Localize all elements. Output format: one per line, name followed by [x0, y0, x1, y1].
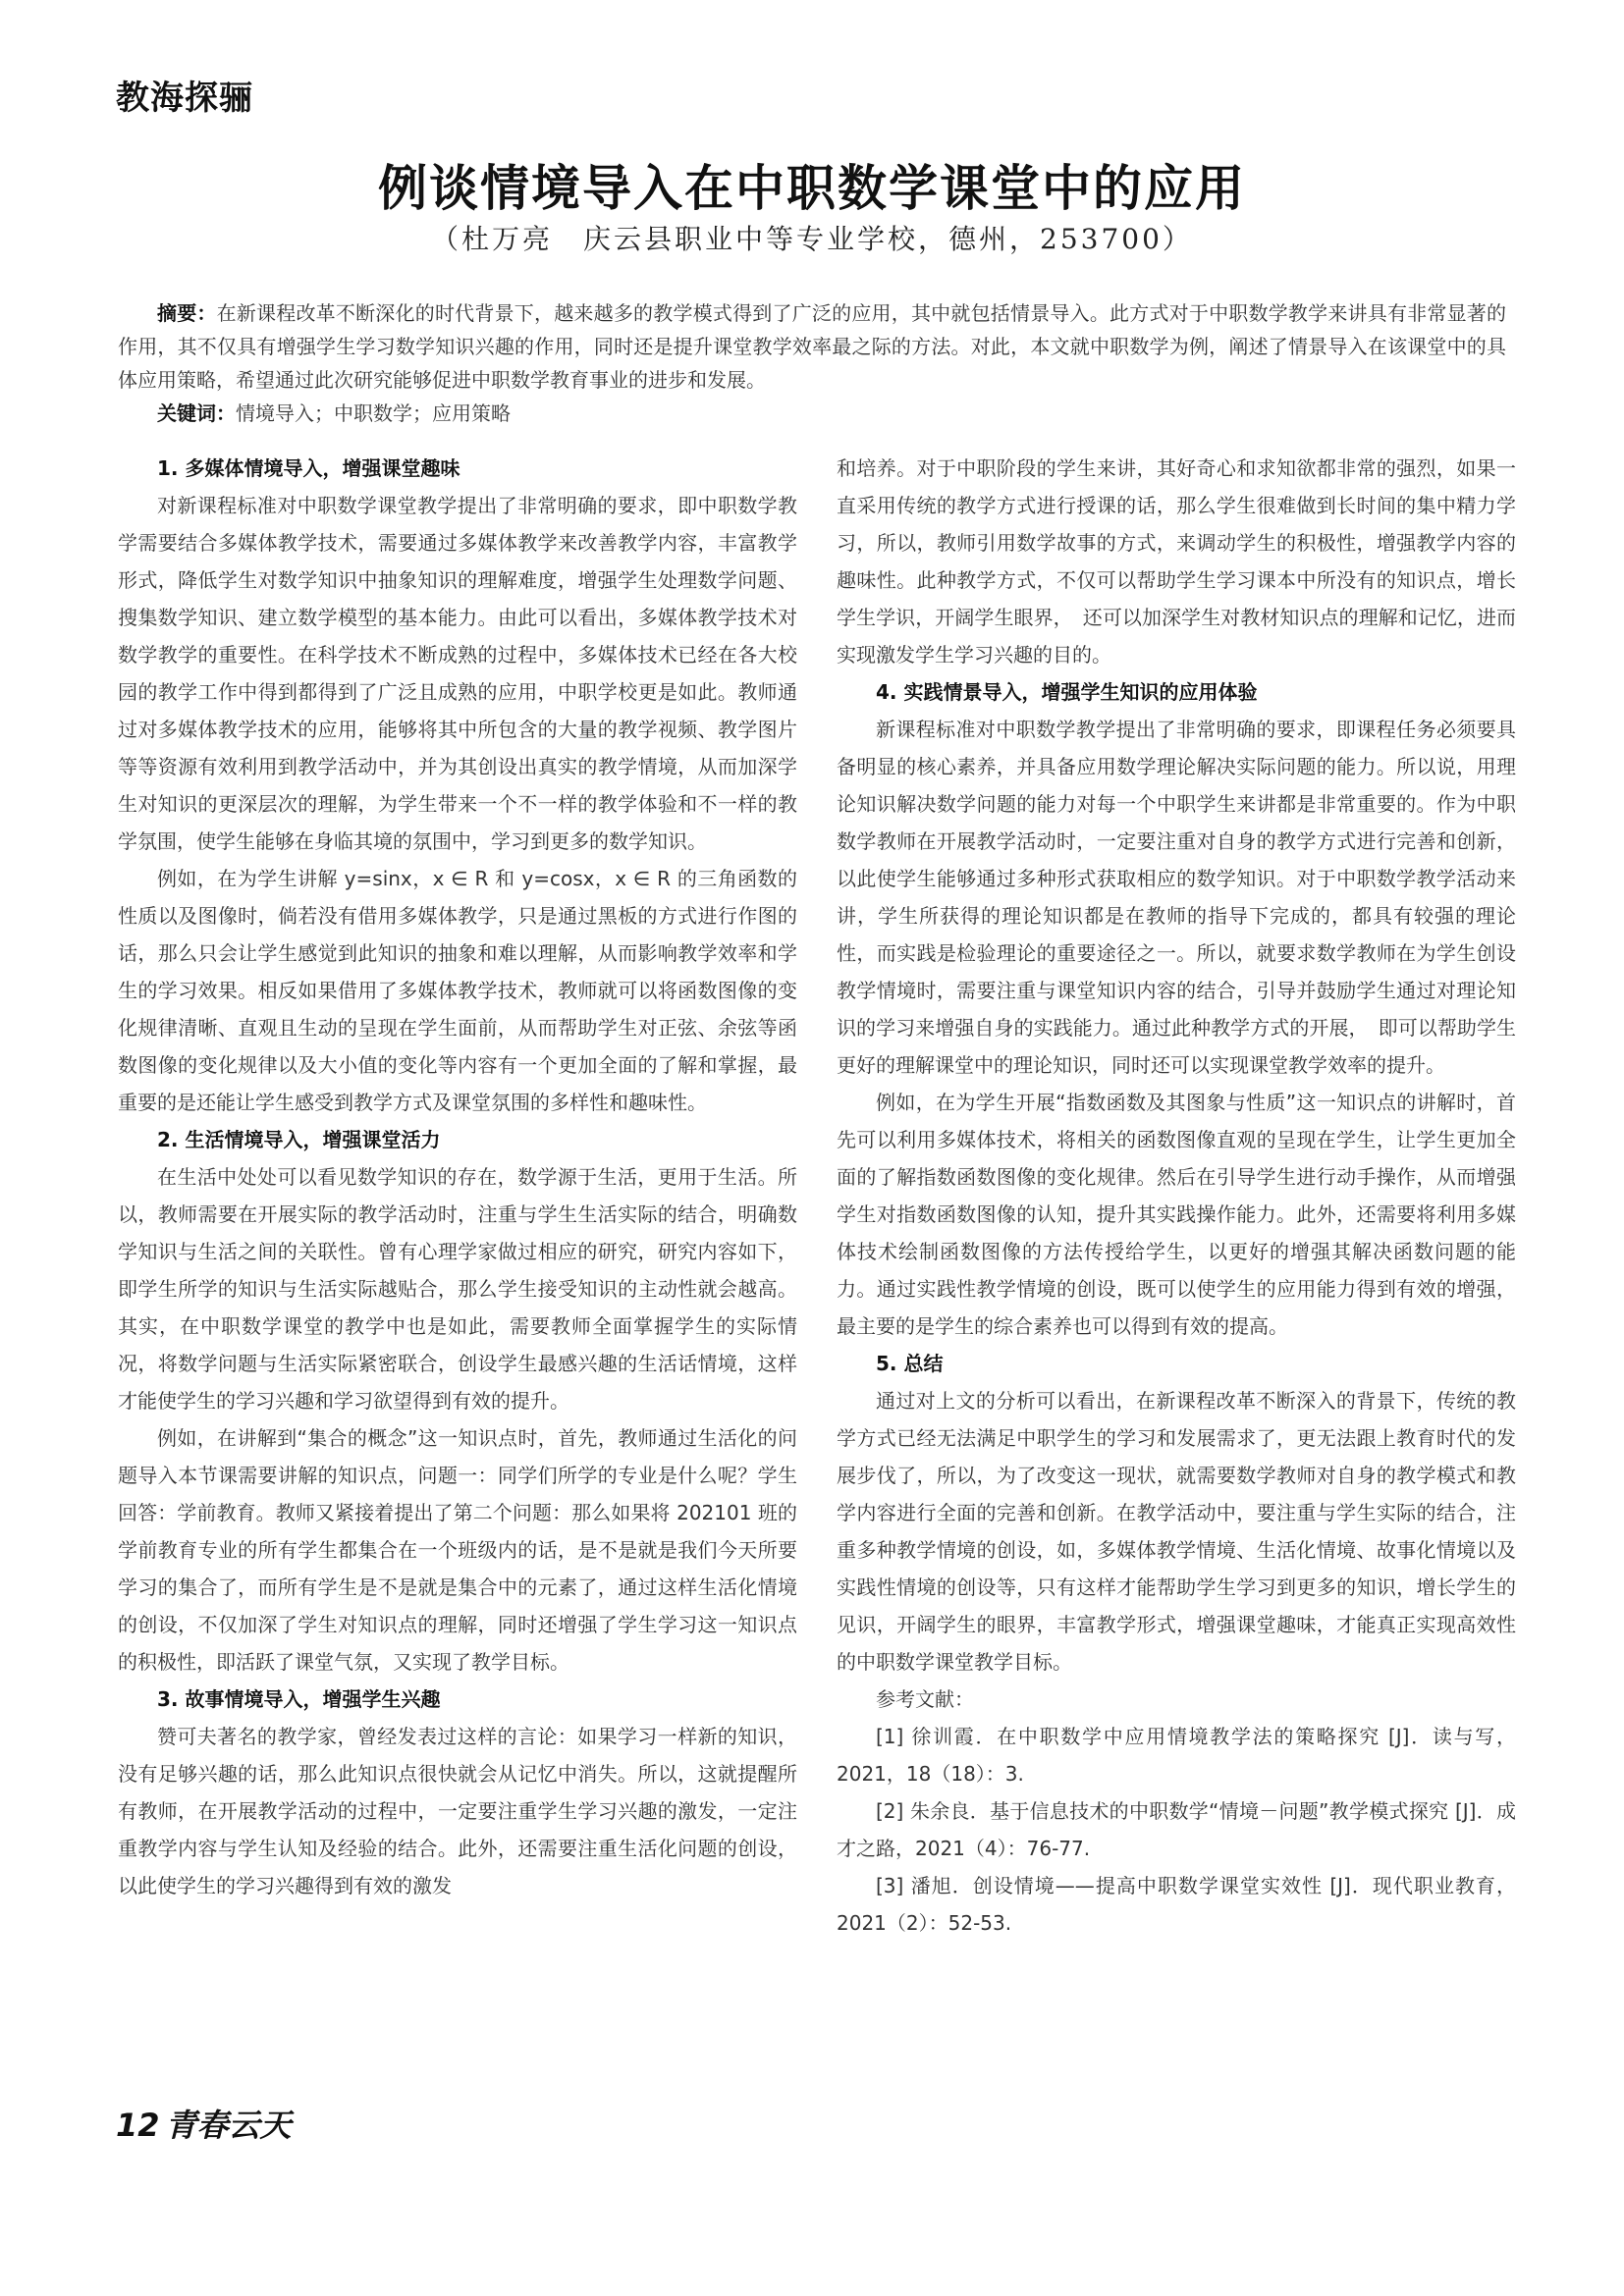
section-4-paragraph-2: 例如，在为学生开展“指数函数及其图象与性质”这一知识点的讲解时，首先可以利用多媒体技术，将相关的函数图像直观的呈现在学生，让学生更加全面的了解指数函数图像的变化规律。然后在引导学生进行动手操作，从而增强学生对指数函数图像的认知，提升其实践操作能力。此外，还需要将利用多媒体技术绘制函数图像的方法传授给学生，以更好的增强其解决函数问题的能力。通过实践性教学情境的创设，既可以使学生的应用能力得到有效的增强，最主要的是学生的综合素养也可以得到有效的提高。	[837, 1091, 1516, 1338]
section-1-paragraph-1: 对新课程标准对中职数学课堂教学提出了非常明确的要求，即中职数学教学需要结合多媒体教学技术，需要通过多媒体教学来改善教学内容，丰富教学形式，降低学生对数学知识中抽象知识的理解难度，增强学生处理数学问题、搜集数学知识、建立数学模型的基本能力。由此可以看出，多媒体教学技术对数学教学的重要性。在科学技术不断成熟的过程中，多媒体技术已经在各大校园的教学工作中得到都得到了广泛且成熟的应用，中职学校更是如此。教师通过对多媒体教学技术的应用，能够将其中所包含的大量的教学视频、教学图片等等资源有效利用到教学活动中，并为其创设出真实的教学情境，从而加深学生对知识的更深层次的理解，为学生带来一个不一样的教学体验和不一样的教学氛围，使学生能够在身临其境的氛围中，学习到更多的数学知识。	[118, 494, 797, 853]
section-1-heading: 1. 多媒体情境导入，增强课堂趣味	[157, 456, 460, 480]
section-2-paragraph-2: 例如，在讲解到“集合的概念”这一知识点时，首先，教师通过生活化的问题导入本节课需要讲解的知识点，问题一：同学们所学的专业是什么呢？学生回答：学前教育。教师又紧接着提出了第二个问题：那么如果将 202101 班的学前教育专业的所有学生都集合在一个班级内的话，是不是就是我们今天所要学习的集合了，而所有学生是不是就是集合中的元素了，通过这样生活化情境的创设，不仅加深了学生对知识点的理解，同时还增强了学生学习这一知识点的积极性，即活跃了课堂气氛，又实现了教学目标。	[118, 1426, 797, 1674]
section-3-heading: 3. 故事情境导入，增强学生兴趣	[157, 1687, 441, 1711]
section-2-paragraph-1: 在生活中处处可以看见数学知识的存在，数学源于生活，更用于生活。所以，教师需要在开展实际的教学活动时，注重与学生生活实际的结合，明确数学知识与生活之间的关联性。曾有心理学家做过相应的研究，研究内容如下，即学生所学的知识与生活实际越贴合，那么学生接受知识的主动性就会越高。其实，在中职数学课堂的教学中也是如此，需要教师全面掌握学生的实际情况，将数学问题与生活实际紧密联合，创设学生最感兴趣的生活话情境，这样才能使学生的学习兴趣和学习欲望得到有效的提升。	[118, 1165, 797, 1413]
section-5-paragraph-1: 通过对上文的分析可以看出，在新课程改革不断深入的背景下，传统的教学方式已经无法满足中职学生的学习和发展需求了，更无法跟上教育时代的发展步伐了，所以，为了改变这一现状，就需要数学教师对自身的教学模式和教学内容进行全面的完善和创新。在教学活动中，要注重与学生实际的结合，注重多种教学情境的创设，如，多媒体教学情境、生活化情境、故事化情境以及实践性情境的创设等，只有这样才能帮助学生学习到更多的知识，增长学生的见识，开阔学生的眼界，丰富教学形式，增强课堂趣味，才能真正实现高效性的中职数学课堂教学目标。	[837, 1389, 1516, 1674]
section-4-paragraph-1: 新课程标准对中职数学教学提出了非常明确的要求，即课程任务必须要具备明显的核心素养，并具备应用数学理论解决实际问题的能力。所以说，用理论知识解决数学问题的能力对每一个中职学生来讲都是非常重要的。作为中职数学教师在开展教学活动时，一定要注重对自身的教学方式进行完善和创新，以此使学生能够通过多种形式获取相应的数学知识。对于中职数学教学活动来讲，学生所获得的理论知识都是在教师的指导下完成的，都具有较强的理论性，而实践是检验理论的重要途径之一。所以，就要求数学教师在为学生创设教学情境时，需要注重与课堂知识内容的结合，引导并鼓励学生通过对理论知识的学习来增强自身的实践能力。通过此种教学方式的开展， 即可以帮助学生更好的理解课堂中的理论知识，同时还可以实现课堂教学效率的提升。	[837, 718, 1516, 1077]
abstract-label: 摘要：	[157, 301, 217, 325]
section-2-heading: 2. 生活情境导入，增强课堂活力	[157, 1128, 441, 1151]
keywords-paragraph	[118, 397, 1506, 430]
left-column	[118, 450, 797, 1904]
reference-1: [1] 徐训霞．在中职数学中应用情境教学法的策略探究 [J]．读与写，2021，18（18）：3.	[837, 1725, 1516, 1786]
author-line: （杜万亮 庆云县职业中等专业学校，德州，253700）	[431, 223, 1193, 255]
journal-name: 青春云天	[165, 2107, 292, 2144]
page-footer	[116, 2101, 292, 2146]
abstract-block	[118, 296, 1506, 430]
right-column	[837, 450, 1516, 1942]
references-heading: 参考文献：	[876, 1687, 974, 1711]
section-tag: 教海探骊	[116, 79, 253, 118]
abstract-paragraph	[118, 296, 1506, 397]
reference-3: [3] 潘旭．创设情境——提高中职数学课堂实效性 [J]．现代职业教育，2021（2）：52-53.	[837, 1874, 1516, 1935]
abstract-text: 在新课程改革不断深化的时代背景下，越来越多的教学模式得到了广泛的应用，其中就包括情景导入。此方式对于中职数学教学来讲具有非常显著的作用，其不仅具有增强学生学习数学知识兴趣的作用，同时还是提升课堂教学效率最之际的方法。对此，本文就中职数学为例，阐述了情景导入在该课堂中的具体应用策略，希望通过此次研究能够促进中职数学教育事业的进步和发展。	[118, 301, 1507, 392]
keywords-text: 情境导入；中职数学；应用策略	[236, 401, 511, 425]
keywords-label: 关键词：	[157, 401, 236, 425]
section-1-paragraph-2: 例如，在为学生讲解 y=sinx，x ∈ R 和 y=cosx，x ∈ R 的三角函数的性质以及图像时，倘若没有借用多媒体教学，只是通过黑板的方式进行作图的话，那么只会让学生感觉到此知识的抽象和难以理解，从而影响教学效率和学生的学习效果。相反如果借用了多媒体教学技术，教师就可以将函数图像的变化规律清晰、直观且生动的呈现在学生面前，从而帮助学生对正弦、余弦等函数图像的变化规律以及大小值的变化等内容有一个更加全面的了解和掌握，最重要的是还能让学生感受到教学方式及课堂氛围的多样性和趣味性。	[118, 867, 797, 1114]
article-title: 例谈情境导入在中职数学课堂中的应用	[378, 160, 1246, 217]
page-number: 12	[116, 2107, 160, 2144]
reference-2: [2] 朱余良．基于信息技术的中职数学“情境－问题”教学模式探究 [J]．成才之路，2021（4）：76-77.	[837, 1799, 1516, 1860]
section-4-heading: 4. 实践情景导入，增强学生知识的应用体验	[876, 680, 1258, 704]
section-3-continuation: 和培养。对于中职阶段的学生来讲，其好奇心和求知欲都非常的强烈，如果一直采用传统的教学方式进行授课的话，那么学生很难做到长时间的集中精力学习，所以，教师引用数学故事的方式，来调动学生的积极性，增强教学内容的趣味性。此种教学方式，不仅可以帮助学生学习课本中所没有的知识点，增长学生学识，开阔学生眼界， 还可以加深学生对教材知识点的理解和记忆，进而实现激发学生学习兴趣的目的。	[837, 456, 1516, 667]
section-3-paragraph-1: 赞可夫著名的教学家，曾经发表过这样的言论：如果学习一样新的知识，没有足够兴趣的话，那么此知识点很快就会从记忆中消失。所以，这就提醒所有教师，在开展教学活动的过程中，一定要注重学生学习兴趣的激发，一定注重教学内容与学生认知及经验的结合。此外，还需要注重生活化问题的创设，以此使学生的学习兴趣得到有效的激发	[118, 1725, 797, 1897]
section-5-heading: 5. 总结	[876, 1352, 944, 1375]
